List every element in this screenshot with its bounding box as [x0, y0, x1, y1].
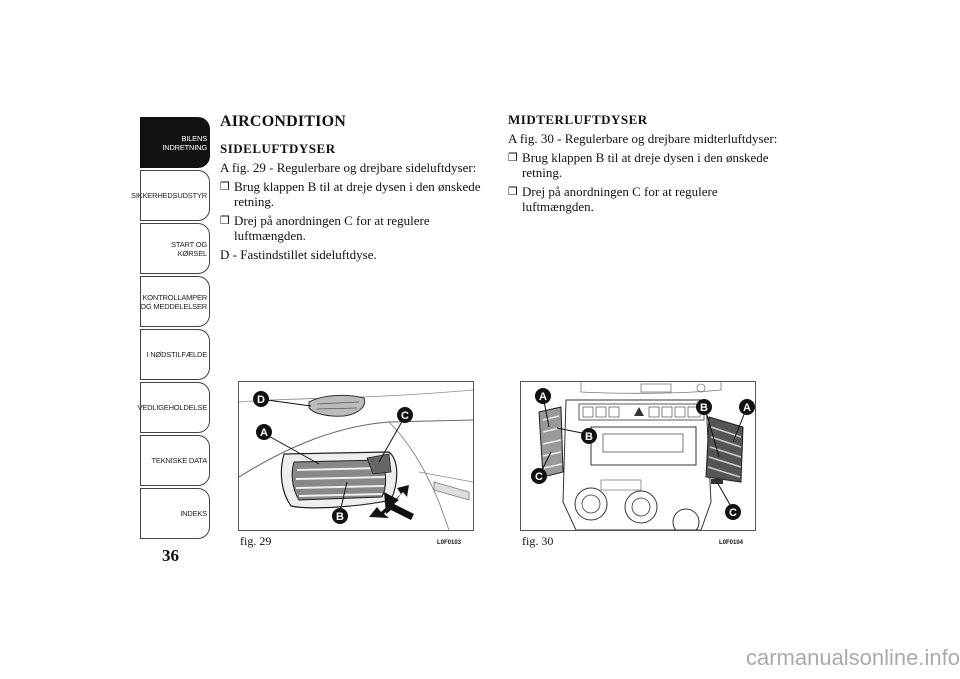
- chapter-sidebar: [131, 117, 210, 542]
- tab-tekniske-data[interactable]: [140, 435, 210, 486]
- tab-label: KONTROLLAMPER OG MEDDELELSER: [140, 292, 207, 311]
- subsection-title-side: SIDELUFTDYSER: [220, 141, 336, 156]
- figure-29-side-vent: [238, 381, 474, 531]
- center-vents-illustration: [521, 382, 755, 530]
- figure-30-code: L0F0104: [719, 540, 744, 546]
- tab-kontrollamper[interactable]: [140, 276, 210, 327]
- callout-b-right: B: [700, 402, 708, 414]
- intro-text: A fig. 29 - Regulerbare og drejbare sideluftdyser:: [220, 160, 477, 175]
- callout-c-left: C: [535, 471, 543, 483]
- subsection-title-middle: MIDTERLUFTDYSER: [508, 112, 648, 127]
- tab-label: TEKNISKE DATA: [151, 456, 207, 465]
- left-column: [220, 112, 495, 266]
- bullet-item: [220, 179, 495, 209]
- tab-start-og-korsel[interactable]: [140, 223, 210, 274]
- side-vent-illustration: [239, 382, 473, 530]
- bullet-item: [508, 150, 783, 180]
- bullet-text: Brug klappen B til at dreje dysen i den ønskede retning.: [522, 150, 769, 180]
- right-column: [508, 112, 783, 218]
- checkbox-bullet-icon: ❒: [508, 151, 518, 164]
- watermark-text: carmanualsonline.info: [745, 645, 960, 670]
- tab-label: VEDLIGEHOLDELSE: [137, 403, 207, 412]
- checkbox-bullet-icon: ❒: [508, 185, 518, 198]
- checkbox-bullet-icon: ❒: [220, 180, 230, 193]
- bullet-item: [508, 184, 783, 214]
- bullet-text: Drej på anordningen C for at regulere luftmængden.: [522, 184, 718, 214]
- note-text: D - Fastindstillet sideluftdyse.: [220, 247, 377, 262]
- callout-a-left: A: [539, 391, 547, 403]
- figure-29-caption: fig. 29: [240, 534, 272, 548]
- tab-indeks[interactable]: [140, 488, 210, 539]
- intro-text: A fig. 30 - Regulerbare og drejbare midterluftdyser:: [508, 131, 778, 146]
- section-title: AIRCONDITION: [220, 113, 346, 130]
- tab-label: I NØDSTILFÆLDE: [146, 350, 207, 359]
- callout-a: A: [260, 427, 268, 439]
- callout-c: C: [401, 410, 409, 422]
- callout-b-left: B: [585, 431, 593, 443]
- figure-30-center-vents: [520, 381, 756, 531]
- checkbox-bullet-icon: ❒: [220, 214, 230, 227]
- tab-label: START OG KØRSEL: [171, 239, 207, 258]
- figure-29-code: L0F0103: [437, 540, 462, 546]
- bullet-item: [220, 213, 495, 243]
- callout-d: D: [257, 394, 265, 406]
- tab-bilens-indretning[interactable]: [140, 117, 210, 168]
- tab-vedligeholdelse[interactable]: [137, 382, 210, 433]
- tab-label: SIKKERHEDSUDSTYR: [131, 191, 207, 200]
- bullet-text: Drej på anordningen C for at regulere luftmængden.: [234, 213, 430, 243]
- tab-i-nodstilfaelde[interactable]: [140, 329, 210, 380]
- callout-c-right: C: [729, 507, 737, 519]
- tab-label: BILENS INDRETNING: [162, 133, 207, 152]
- page-number: 36: [162, 546, 179, 565]
- tab-sikkerhedsudstyr[interactable]: [131, 170, 210, 221]
- bullet-text: Brug klappen B til at dreje dysen i den ønskede retning.: [234, 179, 481, 209]
- figure-30-caption: fig. 30: [522, 534, 554, 548]
- callout-b: B: [336, 511, 344, 523]
- tab-label: INDEKS: [180, 509, 207, 518]
- callout-a-right: A: [743, 402, 751, 414]
